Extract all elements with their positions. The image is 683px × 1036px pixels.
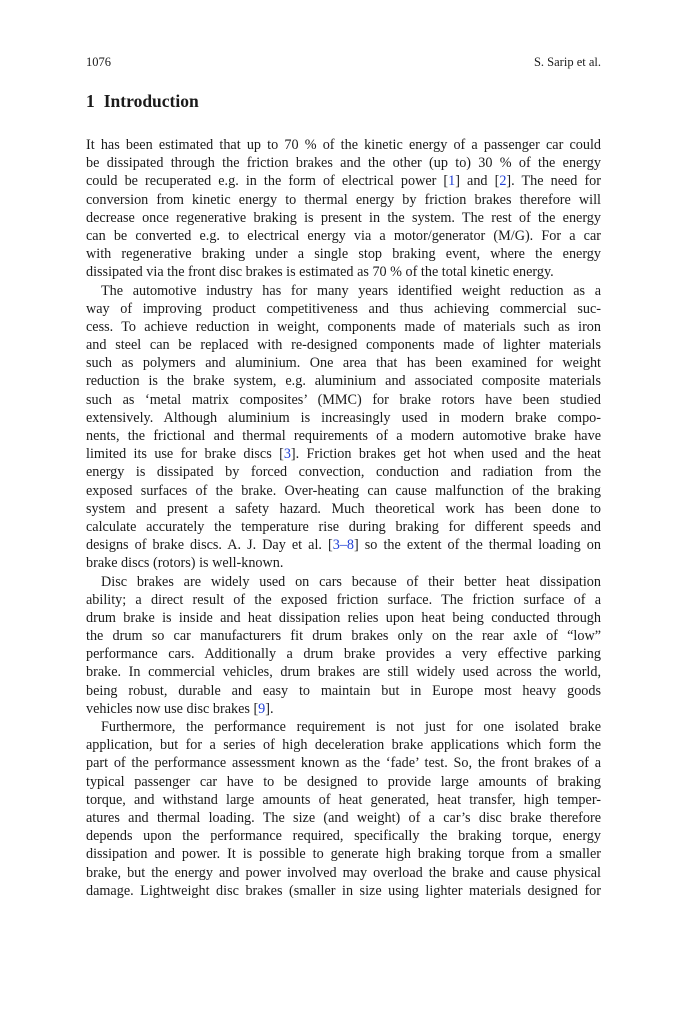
body-text: [86, 136, 601, 900]
text-line: system and present a safety hazard. Much theoretical work has been done to: [86, 500, 601, 517]
text-line: with regenerative braking under a single stop braking event, where the energy: [86, 246, 601, 263]
text-line: performance cars. Additionally a drum brake provides a very effective parking: [86, 646, 601, 663]
text-line: being robust, durable and easy to maintain but in Europe most heavy goods: [86, 682, 601, 699]
section-number: 1: [86, 91, 95, 111]
text-line: Disc brakes are widely used on cars because of their better heat dissipation: [101, 573, 601, 590]
text-line: way of improving product competitiveness and thus achieving commercial suc-: [86, 300, 601, 317]
text-line: brake. In commercial vehicles, drum brakes are still widely used across the world,: [86, 664, 601, 681]
text-line: the drum so car manufacturers fit drum brakes only on the rear axle of “low”: [86, 628, 601, 645]
text-line: The automotive industry has for many years identified weight reduction as a: [101, 282, 601, 299]
text-line: drum brake is inside and heat dissipation relies upon heat being conducted through: [86, 609, 601, 626]
citation-link[interactable]: 2: [499, 173, 507, 190]
text-line: cess. To achieve reduction in weight, components made of materials such as iron: [86, 318, 601, 335]
running-header: [86, 54, 601, 70]
section-title-text: Introduction: [103, 91, 199, 111]
text-line: exposed surfaces of the brake. Over-heating can cause malfunction of the braking: [86, 482, 601, 499]
text-line: dissipated via the front disc brakes is estimated as 70 % of the total kinetic energy.: [86, 264, 554, 281]
text-line: typical passenger car have to be designed to provide large amounts of braking: [86, 773, 601, 790]
page-number: 1076: [86, 55, 111, 69]
text-line: could be recuperated e.g. in the form of electrical power [1] and [2]. The need for: [86, 173, 601, 190]
text-line: vehicles now use disc brakes [9].: [86, 700, 274, 717]
text-line: brake discs (rotors) is well-known.: [86, 555, 284, 572]
text-line: torque, and withstand large amounts of heat generated, heat transfer, high temper-: [86, 791, 601, 808]
paragraph: [86, 136, 601, 282]
text-line: calculate accurately the temperature rise during braking for different speeds and: [86, 518, 601, 535]
text-line: such as polymers and aluminium. One area that has been examined for weight: [86, 355, 601, 372]
paragraph: [86, 718, 601, 900]
text-line: nents, the frictional and thermal requirements of a modern automotive brake have: [86, 428, 601, 444]
running-head-authors: S. Sarip et al.: [533, 55, 601, 69]
text-line: be dissipated through the friction brakes and the other (up to) 30 % of the energy: [86, 155, 601, 172]
paragraph: [86, 573, 601, 719]
text-line: brake, but the energy and power involved may overload the brake and cause physical: [86, 864, 601, 881]
text-line: can be converted e.g. to electrical energy via a motor/generator (M/G). For a car: [86, 227, 601, 244]
text-line: It has been estimated that up to 70 % of the kinetic energy of a passenger car could: [86, 137, 601, 153]
paragraph: [86, 282, 601, 573]
citation-link[interactable]: 1: [448, 173, 456, 190]
citation-link[interactable]: 3: [283, 446, 291, 463]
text-line: limited its use for brake discs [3]. Friction brakes get hot when used and the heat: [86, 446, 601, 463]
text-line: depends upon the performance required, specifically the braking torque, energy: [86, 828, 601, 845]
text-line: and steel can be replaced with re-designed components made of lighter materials: [86, 337, 601, 354]
text-line: designs of brake discs. A. J. Day et al. [3–8] so the extent of the thermal loading on: [86, 537, 601, 554]
text-line: such as ‘metal matrix composites’ (MMC) for brake rotors have been studied: [86, 391, 601, 408]
text-line: application, but for a series of high deceleration brake applications which form the: [86, 737, 601, 754]
text-line: Furthermore, the performance requirement is not just for one isolated brake: [101, 719, 601, 735]
text-line: damage. Lightweight disc brakes (smaller in size using lighter materials designed for: [86, 882, 601, 899]
section-heading: [86, 90, 199, 112]
text-line: ability; a direct result of the exposed friction surface. The friction surface of a: [86, 591, 601, 608]
text-line: decrease once regenerative braking is present in the system. The rest of the energy: [86, 209, 601, 226]
citation-link[interactable]: 3–8: [332, 537, 355, 554]
text-line: extensively. Although aluminium is increasingly used in modern brake compo-: [86, 409, 601, 426]
text-line: energy is dissipated by forced convection, conduction and radiation from the: [86, 464, 601, 481]
text-line: atures and thermal loading. The size (and weight) of a car’s disc brake therefore: [86, 809, 601, 826]
text-line: reduction is the brake system, e.g. aluminium and associated composite materials: [86, 373, 601, 390]
text-line: part of the performance assessment known as the ‘fade’ test. So, the front brakes of a: [86, 755, 601, 772]
text-line: conversion from kinetic energy to thermal energy by friction brakes therefore will: [86, 191, 601, 208]
citation-link[interactable]: 9: [258, 700, 266, 717]
text-line: dissipation and power. It is possible to generate high braking torque from a smaller: [86, 846, 601, 863]
